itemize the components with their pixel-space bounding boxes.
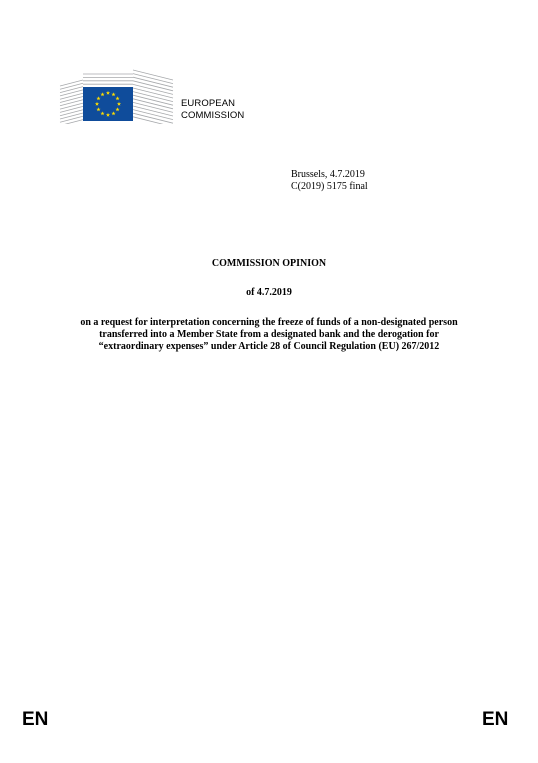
reference-block: [291, 169, 368, 193]
document-title: COMMISSION OPINION: [211, 258, 327, 269]
language-code-right: EN: [482, 709, 509, 730]
subject-line-3: “extraordinary expenses” under Article 28 of Council Regulation (EU) 267/2012: [98, 341, 440, 352]
place-date: Brussels, 4.7.2019: [291, 169, 365, 180]
document-number: C(2019) 5175 final: [291, 181, 368, 192]
subject-line-1: on a request for interpretation concerning the freeze of funds of a non-designated person: [80, 317, 458, 328]
document-subject: [40, 317, 498, 353]
language-code-left: EN: [22, 709, 49, 730]
subject-line-2: transferred into a Member State from a designated bank and the derogation for: [99, 329, 439, 340]
org-name-line-2: COMMISSION: [181, 109, 245, 121]
org-name-line-1: EUROPEAN: [181, 98, 236, 109]
organization-name: [181, 98, 244, 121]
document-date: of 4.7.2019: [246, 287, 292, 298]
